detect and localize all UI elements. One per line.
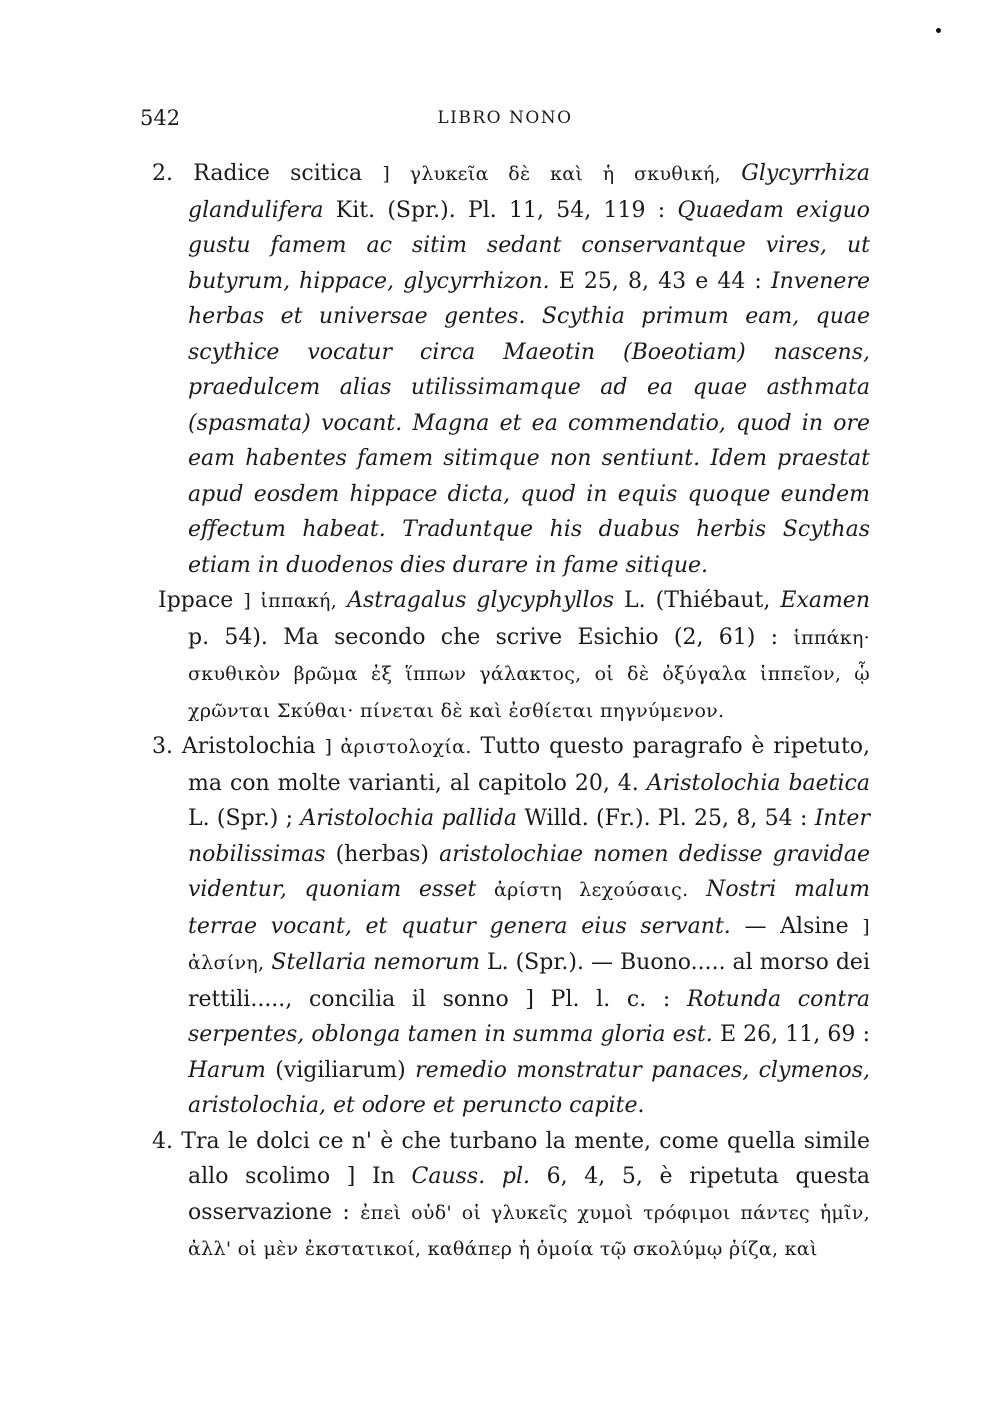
ink-speck: [936, 28, 941, 33]
note-lemma: Radice scitica: [193, 161, 363, 186]
note-number: 4.: [152, 1128, 173, 1154]
commentary-text: Tra le dolci ce n' è che turbano la mente, come quella simile allo scolimo ] In: [181, 1128, 870, 1189]
latin-quote: Inter nobilissimas: [188, 806, 870, 867]
greek-text: ἀρίστη λεχούσαις.: [493, 879, 689, 901]
commentary-text: — Alsine: [744, 913, 849, 939]
citation-text: L. (Thiébaut,: [624, 588, 771, 613]
work-title: Examen: [780, 588, 870, 613]
latin-quote: Quaedam exiguo gustu famem ac sitim sedant conservantque vires, ut butyrum, hippace, glycyrrhizon.: [188, 197, 871, 294]
greek-text: ] ἱππακή,: [243, 590, 338, 612]
citation-text: L. (Spr.) ;: [188, 806, 294, 831]
greek-text: ἱππάκη· σκυθικὸν βρῶμα ἐξ ἵππων γάλακτος, οἱ δὲ ὀξύγαλα ἱππεῖον, ᾧ χρῶνται Σκύθαι· πίνεται δὲ καὶ ἐσθίεται πηγνύμενον.: [188, 626, 870, 722]
page-header: [140, 106, 870, 130]
note-ippace: [136, 583, 870, 729]
note-number: 3.: [152, 734, 173, 759]
note-2: [136, 156, 870, 583]
species-name: Aristolochia baetica: [646, 770, 870, 796]
commentary-text: (herbas): [335, 841, 429, 867]
latin-quote: remedio monstratur panaces, clymenos, aristolochia, et odore et peruncto capite.: [188, 1057, 870, 1118]
note-3: [136, 729, 870, 1124]
note-lemma: Ippace: [158, 588, 234, 613]
greek-text: ] γλυκεῖα δὲ καὶ ἡ σκυθική,: [382, 163, 722, 185]
latin-quote: Nostri malum terrae vocant, et quatur genera eius servant.: [188, 877, 870, 939]
latin-quote: aristolochiae nomen dedisse gravidae videntur, quoniam esset: [188, 841, 870, 902]
latin-quote: Harum: [188, 1057, 266, 1083]
greek-text: ] ἀλσίνη,: [188, 915, 871, 974]
note-number: 2.: [152, 161, 173, 186]
work-title: Causs. pl.: [411, 1164, 530, 1189]
citation-text: p. 54). Ma secondo che scrive Esichio (2, 61) :: [188, 624, 779, 650]
page-body: [136, 156, 870, 1268]
species-name: Astragalus glycyphyllos: [347, 588, 615, 613]
species-name: Glycyrrhiza glandulifera: [188, 161, 870, 223]
page-number: 542: [140, 106, 181, 130]
species-name: Aristolochia pallida: [300, 806, 517, 831]
commentary-text: L. (Spr.). — Buono..... al morso dei rettili....., concilia il sonno ] Pl. l. c. :: [188, 950, 870, 1012]
greek-text: ἐπεὶ οὐδ' οἱ γλυκεῖς χυμοὶ τρόφιμοι πάντες ἡμῖν, ἀλλ' οἱ μὲν ἐκστατικοί, καθάπερ ἡ ὁμοία τῷ σκολύμῳ ῥίζα, καὶ: [188, 1201, 871, 1260]
greek-text: ] ἀριστολοχία.: [324, 736, 472, 758]
latin-quote: Invenere herbas et universae gentes. Scythia primum eam, quae scythice vocatur circa Maeotin (Boeotiam) nascens, praedulcem alias utilissimamque ad ea quae asthmata (spasmata) vocant. Magna et ea commendatio, quod in ore eam habentes famem sitimque non sentiunt. Idem praestat apud eosdem hippace dicta, quod in equis quoque eundem effectum habeat. Traduntque his duabus herbis Scythas etiam in duodenos dies durare in fame sitique.: [188, 268, 870, 578]
citation-text: Willd. (Fr.). Pl. 25, 8, 54 :: [524, 806, 808, 831]
citation-text: Kit. (Spr.). Pl. 11, 54, 119 :: [335, 197, 666, 223]
commentary-text: (vigiliarum): [275, 1057, 406, 1083]
running-title: LIBRO NONO: [437, 108, 573, 128]
citation-text: E 25, 8, 43 e 44 :: [558, 268, 762, 294]
commentary-text: 6, 4, 5, è ripetuta questa osservazione :: [188, 1164, 870, 1225]
latin-quote: Rotunda contra serpentes, oblonga tamen in summa gloria est.: [188, 986, 871, 1047]
note-lemma: Aristolochia: [181, 734, 316, 759]
citation-text: E 26, 11, 69 :: [719, 1022, 870, 1047]
species-name: Stellaria nemorum: [271, 950, 480, 975]
commentary-text: Tutto questo paragrafo è ripetuto, ma con molte varianti, al capitolo 20, 4.: [188, 734, 871, 796]
note-4: [136, 1124, 870, 1268]
